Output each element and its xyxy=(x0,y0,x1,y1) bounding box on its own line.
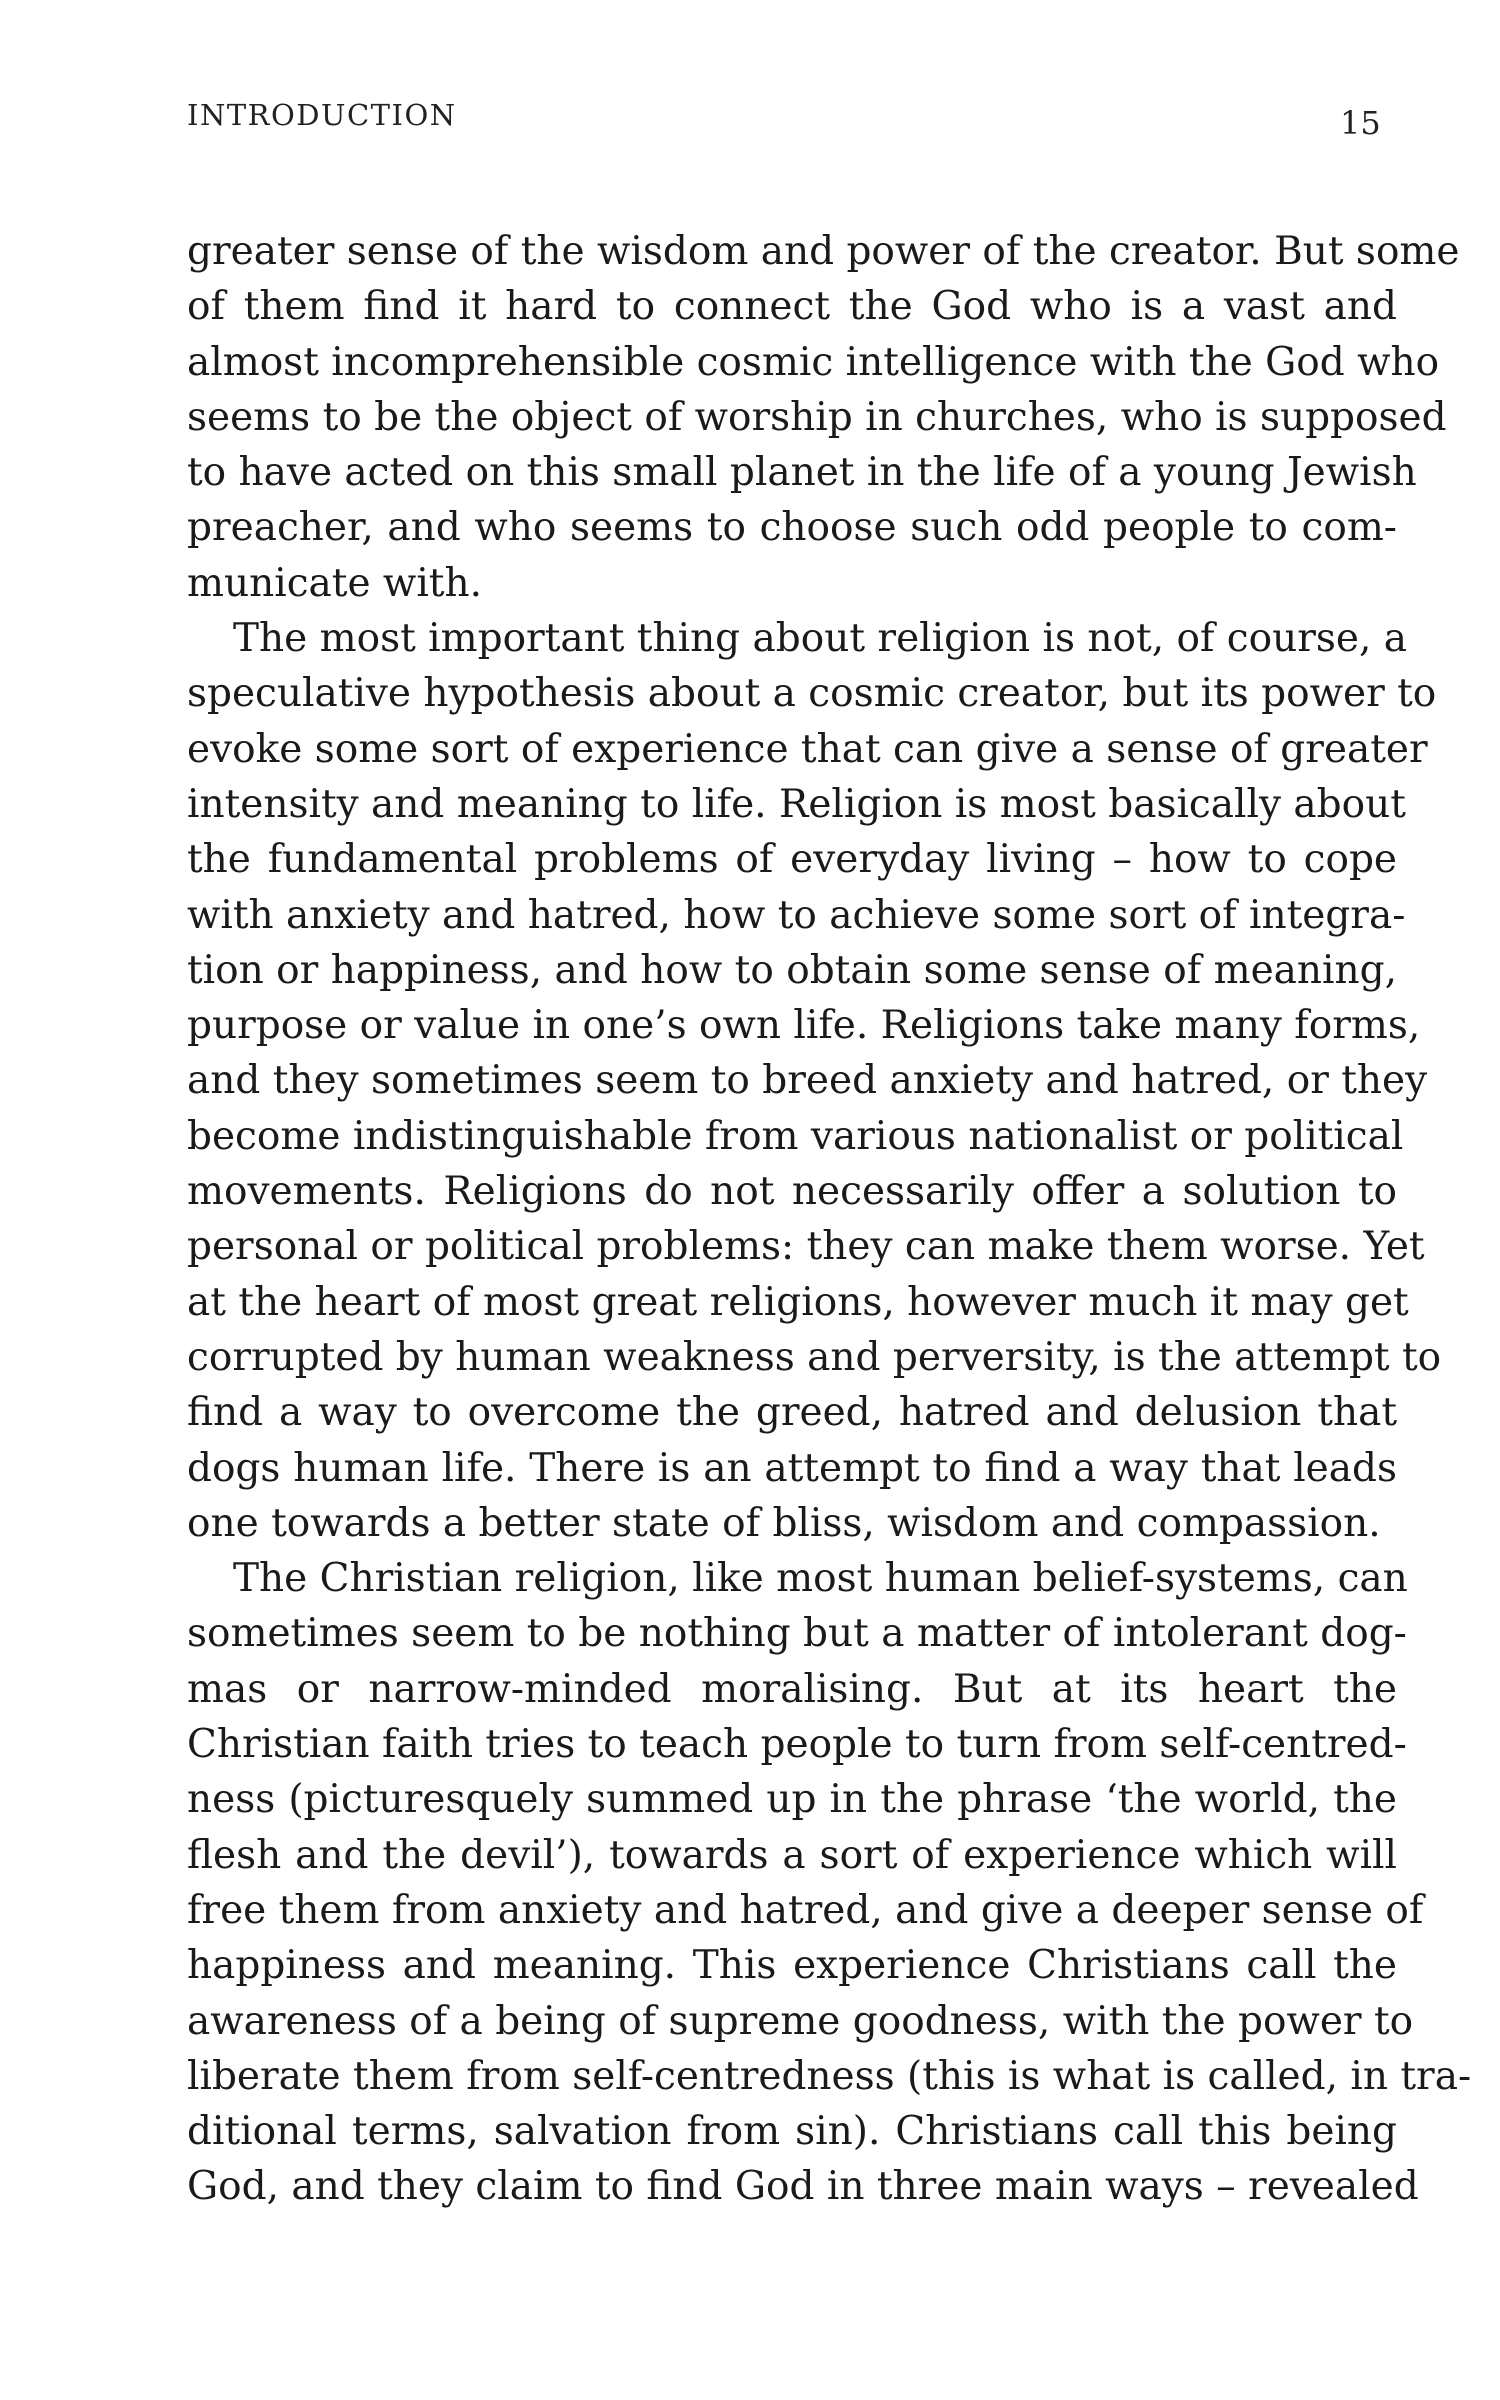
page-number: 15 xyxy=(1340,104,1381,142)
text-line: to have acted on this small planet in the life of a young Jewish xyxy=(187,450,1417,496)
text-line: personal or political problems: they can make them worse. Yet xyxy=(187,1224,1425,1270)
text-line: awareness of a being of supreme goodness, with the power to xyxy=(187,1998,1414,2044)
text-line: corrupted by human weakness and perversity, is the attempt to xyxy=(187,1334,1442,1380)
text-line: sometimes seem to be nothing but a matter of intolerant dog- xyxy=(187,1611,1407,1657)
text-line: speculative hypothesis about a cosmic creator, but its power to xyxy=(187,671,1437,717)
text-line: intensity and meaning to life. Religion is most basically about xyxy=(187,781,1406,827)
body-text xyxy=(187,224,1472,2215)
text-line: with anxiety and hatred, how to achieve some sort of integra- xyxy=(187,892,1406,938)
text-line: the fundamental problems of everyday living – how to cope xyxy=(187,837,1397,883)
text-line: mas or narrow-minded moralising. But at its heart the xyxy=(187,1666,1397,1712)
text-line: almost incomprehensible cosmic intelligence with the God who xyxy=(187,339,1440,385)
text-line: greater sense of the wisdom and power of the creator. But some xyxy=(187,229,1460,274)
text-line: dogs human life. There is an attempt to find a way that leads xyxy=(187,1445,1397,1491)
text-line: tion or happiness, and how to obtain some sense of meaning, xyxy=(187,947,1397,993)
text-line: flesh and the devil’), towards a sort of experience which will xyxy=(187,1832,1397,1878)
text-line: at the heart of most great religions, however much it may get xyxy=(187,1279,1409,1325)
text-line: The most important thing about religion is not, of course, a xyxy=(233,616,1408,662)
text-line: movements. Religions do not necessarily offer a solution to xyxy=(187,1169,1397,1215)
text-line: God, and they claim to find God in three main ways – revealed xyxy=(187,2164,1419,2210)
text-line: ness (picturesquely summed up in the phrase ‘the world, the xyxy=(187,1777,1397,1823)
text-line: and they sometimes seem to breed anxiety and hatred, or they xyxy=(187,1058,1428,1104)
text-line: The Christian religion, like most human belief-systems, can xyxy=(233,1556,1408,1602)
text-line: free them from anxiety and hatred, and give a deeper sense of xyxy=(187,1887,1424,1933)
running-head: INTRODUCTION xyxy=(187,98,457,132)
text-line: seems to be the object of worship in churches, who is supposed xyxy=(187,394,1447,440)
text-line: purpose or value in one’s own life. Religions take many forms, xyxy=(187,1003,1421,1049)
text-line: ditional terms, salvation from sin). Christians call this being xyxy=(187,2109,1397,2155)
text-line: one towards a better state of bliss, wisdom and compassion. xyxy=(187,1500,1381,1546)
text-line: happiness and meaning. This experience Christians call the xyxy=(187,1943,1397,1989)
text-line: evoke some sort of experience that can give a sense of greater xyxy=(187,726,1428,772)
text-line: preacher, and who seems to choose such odd people to com- xyxy=(187,505,1397,551)
text-line: Christian faith tries to teach people to turn from self-centred- xyxy=(187,1722,1407,1768)
text-line: liberate them from self-centredness (this is what is called, in tra- xyxy=(187,2053,1472,2099)
text-line: find a way to overcome the greed, hatred and delusion that xyxy=(187,1390,1397,1436)
text-line: municate with. xyxy=(187,560,482,606)
text-line: become indistinguishable from various nationalist or political xyxy=(187,1113,1404,1159)
text-line: of them find it hard to connect the God who is a vast and xyxy=(187,284,1397,330)
